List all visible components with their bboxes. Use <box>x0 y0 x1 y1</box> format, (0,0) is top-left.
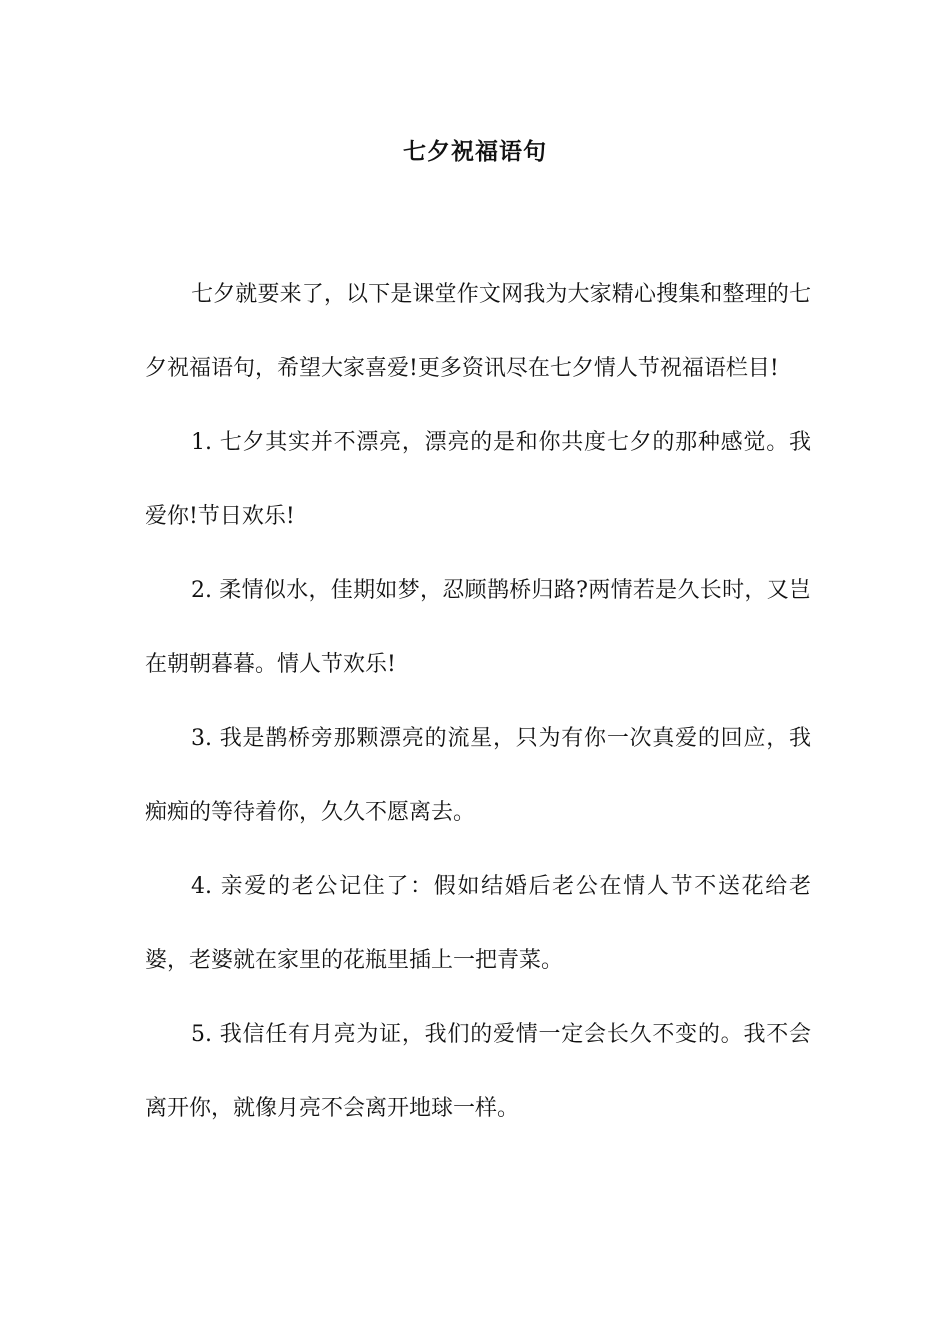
wish-paragraph-1: 1. 七夕其实并不漂亮，漂亮的是和你共度七夕的那种感觉。我爱你!节日欢乐! <box>145 430 811 529</box>
wish-paragraph-5: 5. 我信任有月亮为证，我们的爱情一定会长久不变的。我不会离开你，就像月亮不会离开地球一样。 <box>145 1022 811 1121</box>
document-title: 七夕祝福语句 <box>403 138 547 165</box>
document-body <box>145 258 811 1146</box>
wish-paragraph-2: 2. 柔情似水，佳期如梦，忍顾鹊桥归路?两情若是久长时，又岂在朝朝暮暮。情人节欢乐! <box>145 578 811 677</box>
intro-paragraph: 七夕就要来了，以下是课堂作文网我为大家精心搜集和整理的七夕祝福语句，希望大家喜爱!更多资讯尽在七夕情人节祝福语栏目! <box>145 282 811 381</box>
wish-paragraph-4: 4. 亲爱的老公记住了：假如结婚后老公在情人节不送花给老婆，老婆就在家里的花瓶里插上一把青菜。 <box>145 874 811 973</box>
wish-paragraph-3: 3. 我是鹊桥旁那颗漂亮的流星，只为有你一次真爱的回应，我痴痴的等待着你，久久不愿离去。 <box>145 726 811 825</box>
